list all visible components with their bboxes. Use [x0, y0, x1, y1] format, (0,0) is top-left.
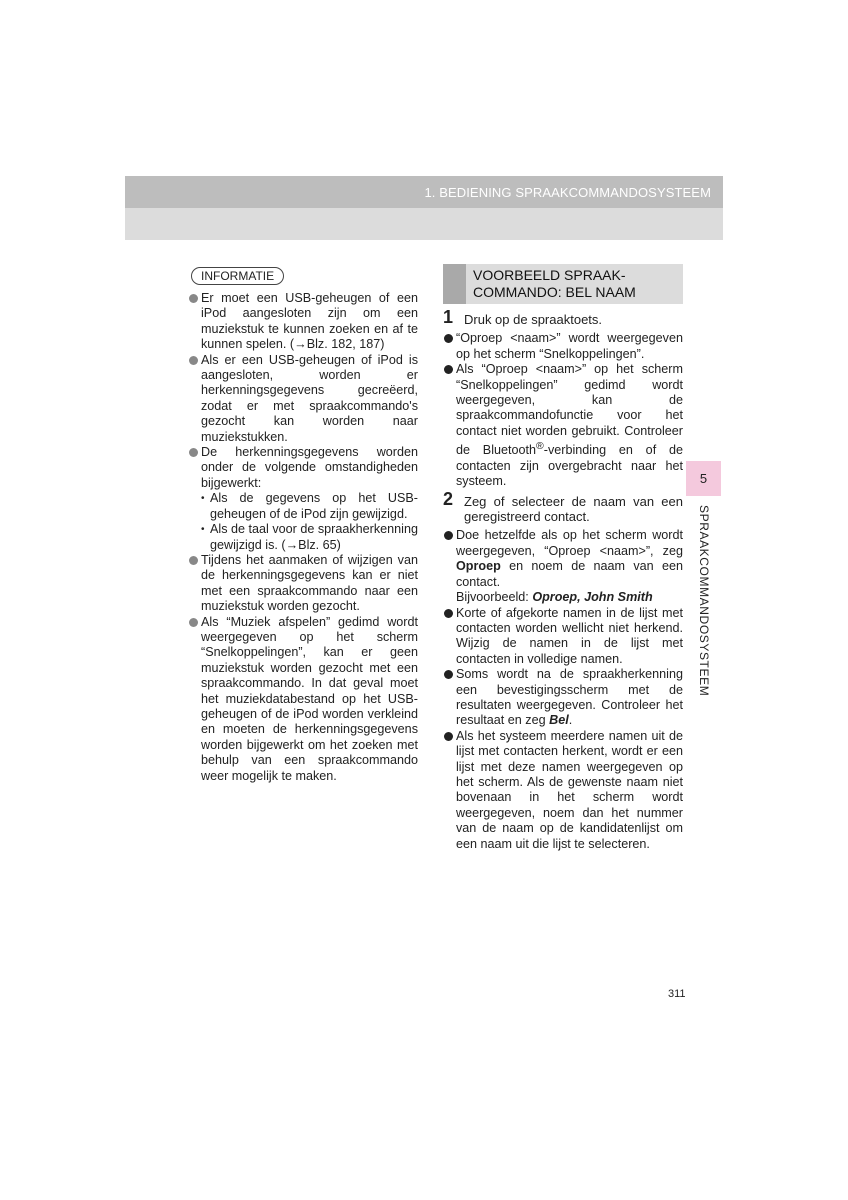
step-note: “Oproep <naam>” wordt weergegeven op het scherm “Snelkoppelingen”. [443, 331, 683, 362]
example-column [443, 264, 683, 852]
header-band [125, 176, 723, 240]
step-text: Druk op de spraaktoets. [464, 312, 603, 327]
step-note: Als het systeem meerdere namen uit de lijst met contacten herkent, wordt er een lijst met deze namen weergegeven op het scherm. Als de gewenste naam niet bovenaan in het scherm wordt weergegeven, noem dan het nummer van de naam op de kandidatenlijst om een naam uit die lijst te selecteren. [443, 729, 683, 852]
section-title [443, 264, 683, 304]
info-bullet: Als er een USB-geheugen of iPod is aangesloten, worden er herkenningsgegevens gecreëerd, zodat er met spraakcommando's gezocht kan worden naar muziekstukken. [188, 353, 418, 445]
info-sub-item: • Als de taal voor de spraakherkenning gewijzigd is. (→Blz. 65) [188, 522, 418, 553]
info-bullet: Als “Muziek afspelen” gedimd wordt weergegeven op het scherm “Snelkoppelingen”, kan er geen muziekstuk worden gezocht met een spraakcommando. In dat geval moet het muziekdatabestand op het USB-geheugen of de iPod worden verkleind en moeten de herkenningsgegevens worden bijgewerkt om het zoeken met behulp van een spraakcommando weer mogelijk te maken. [188, 615, 418, 784]
step-note: Korte of afgekorte namen in de lijst met contacten worden wellicht niet herkend. Wijzig de namen in de lijst met contacten in volledige namen. [443, 606, 683, 668]
info-bullet: De herkenningsgegevens worden onder de volgende omstandigheden bijgewerkt: [188, 445, 418, 491]
chapter-side-label: SPRAAKCOMMANDOSYSTEEM [697, 505, 711, 697]
info-badge: INFORMATIE [191, 267, 284, 285]
step-note: Doe hetzelfde als op het scherm wordt weergegeven, “Oproep <naam>”, zeg Oproep en noem de naam van een contact. Bijvoorbeeld: Oproep, John Smith [443, 528, 683, 605]
chapter-title: 1. BEDIENING SPRAAKCOMMANDOSYSTEEM [424, 185, 711, 200]
chapter-tab: 5 [686, 461, 721, 496]
step-text: Zeg of selecteer de naam van een geregistreerd contact. [464, 493, 683, 525]
step-note: Soms wordt na de spraakherkenning een bevestigingsscherm met de resultaten weergegeven. Controleer het resultaat en zeg Bel. [443, 667, 683, 729]
info-bullet: Tijdens het aanmaken of wijzigen van de herkenningsgegevens kan er niet met een spraakcommando naar een muziekstuk worden gezocht. [188, 553, 418, 615]
section-title-text: VOORBEELD SPRAAK- COMMANDO: BEL NAAM [473, 267, 636, 300]
step-note: Als “Oproep <naam>” op het scherm “Snelkoppelingen” gedimd wordt weergegeven, kan de spraakcommandofunctie voor het contact niet worden gebruikt. Controleer de Bluetooth®-verbinding en of de contacten zijn overgebracht naar het systeem. [443, 362, 683, 489]
section-marker [443, 264, 466, 304]
step-2 [443, 488, 683, 525]
step-number: 1 [443, 307, 454, 327]
info-sub-item: • Als de gegevens op het USB-geheugen of de iPod zijn gewijzigd. [188, 491, 418, 522]
header-strip [125, 176, 723, 208]
page-number: 311 [668, 988, 686, 1000]
info-column [188, 267, 418, 784]
step-1 [443, 307, 683, 327]
step-number: 2 [443, 488, 454, 509]
info-bullet: Er moet een USB-geheugen of een iPod aangesloten zijn om een muziekstuk te kunnen zoeken en af te kunnen spelen. (→Blz. 182, 187) [188, 291, 418, 353]
